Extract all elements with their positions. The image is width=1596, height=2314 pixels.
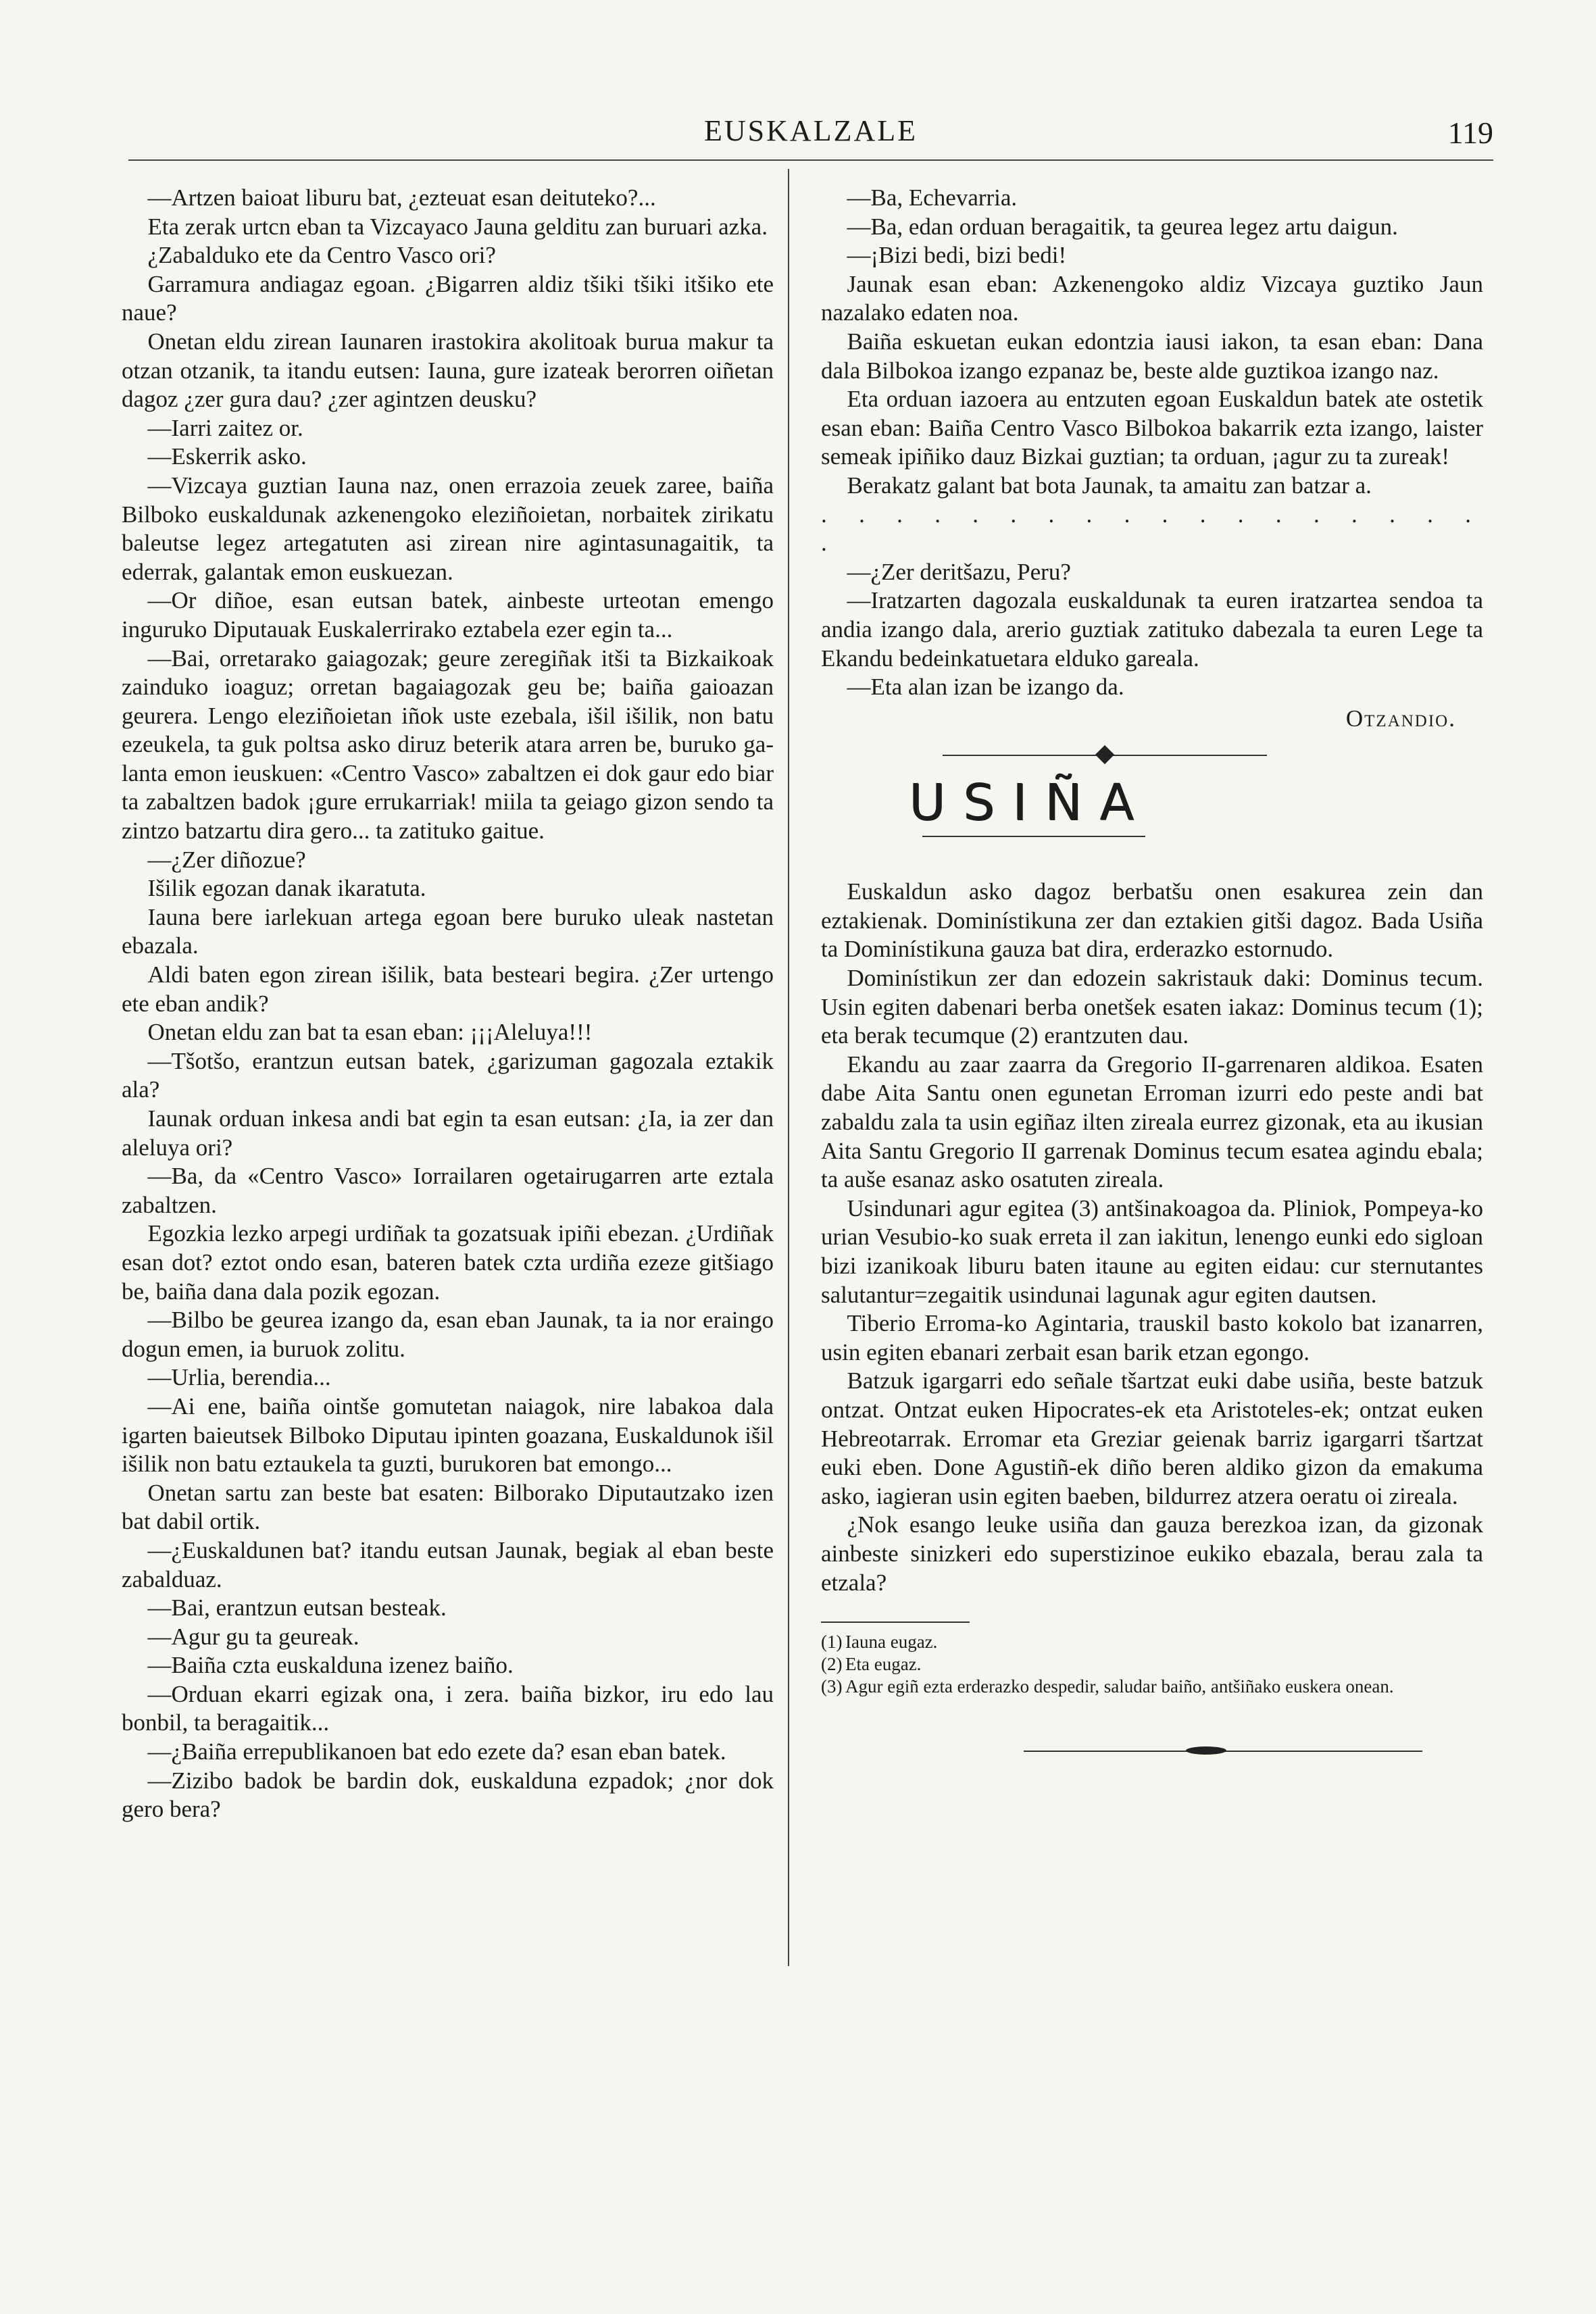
ellipsis-separator: . . . . . . . . . . . . . . . . . . . (821, 501, 1483, 557)
paragraph: Baiña eskuetan eukan edontzia iausi iakon, ta esan eban: Dana dala Bilbokoa izango ezpanaz be, beste alde guztikoa izango naz. (821, 328, 1483, 384)
footnote-text: Iauna eugaz. (845, 1632, 938, 1653)
footnote (821, 1631, 1483, 1653)
footnote-number: (3) (821, 1676, 843, 1697)
right-column (821, 184, 1483, 1765)
paragraph: Dominístikun zer dan edozein sakristauk daki: Dominus tecum. Usin egiten dabenari berba onetšek esaten iakaz: Dominus tecum (1); eta berak tecumque (2) erantzuten dau. (821, 965, 1483, 1049)
paragraph: —Urlia, berendia... (147, 1364, 331, 1391)
paragraph: —Eta alan izan be izango da. (847, 674, 1124, 701)
end-ornament (821, 1738, 1483, 1765)
paragraph: Išilik egozan danak ikaratuta. (147, 875, 426, 902)
paragraph: —Artzen baioat liburu bat, ¿ezteuat esan deituteko?... (147, 184, 656, 211)
paragraph: ¿Zabalduko ete da Centro Vasco ori? (147, 242, 496, 269)
column-divider (788, 169, 789, 1966)
paragraph: Onetan eldu zirean Iaunaren irastokira akolitoak burua makur ta otzan otzanik, ta itandu eutsen: Iauna, gure izateak berorren oiñetan dagoz ¿zer gura dau? ¿zer agintzen deusku? (122, 328, 774, 413)
paragraph: —Tšotšo, erantzun eutsan batek, ¿garizuman gagozala eztakik ala? (122, 1047, 774, 1103)
paragraph: —Agur gu ta geureak. (147, 1623, 359, 1650)
paragraph: Eta zerak urtcn eban ta Vizcayaco Jauna gelditu zan buruari azka. (147, 213, 768, 240)
paragraph: Egozkia lezko arpegi urdiñak ta gozatsuak ipiñi ebezan. ¿Urdiñak esan dot? eztot ondo esan, bateren batek czta urdiña ezeze gitšiago be, baiña dana dala pozik egozan. (122, 1220, 774, 1305)
paragraph: —Bai, erantzun eutsan besteak. (147, 1594, 447, 1621)
section-title: USIÑA (909, 774, 1151, 832)
paragraph: —Ba, edan orduan beragaitik, ta geurea legez artu daigun. (847, 213, 1398, 240)
paragraph: —¡Bizi bedi, bizi bedi! (847, 242, 1067, 269)
paragraph: Tiberio Erroma-ko Agintaria, trauskil basto kokolo bat izanarren, usin egiten ebanari zerbait esan barik etzan egongo. (821, 1310, 1483, 1365)
paragraph: Berakatz galant bat bota Jaunak, ta amaitu zan batzar a. (847, 472, 1372, 499)
paragraph: —¿Zer diñozue? (147, 846, 306, 873)
footnote (821, 1653, 1483, 1676)
paragraph: Garramura andiagaz egoan. ¿Bigarren aldiz tšiki tšiki itšiko ete naue? (122, 270, 774, 326)
leaf-ornament-icon (1186, 1746, 1226, 1755)
diamond-ornament-icon (1095, 745, 1114, 764)
paragraph: —¿Zer deritšazu, Peru? (847, 558, 1071, 585)
paragraph: Eta orduan iazoera au entzuten egoan Euskaldun batek ate ostetik esan eban: Baiña Centro Vasco Bilbokoa bakarrik ezta izango, laister semeak ipiñiko dauz Bizkai guztian; ta orduan, ¡agur zu ta zureak! (821, 386, 1483, 470)
paragraph: —Or diñoe, esan eutsan batek, ainbeste urteotan emengo inguruko Diputauak Euskalerrirako eztabela ezer egin ta... (122, 587, 774, 643)
footnote-text: Eta eugaz. (845, 1654, 922, 1675)
footnotes (821, 1631, 1483, 1698)
paragraph: —¿Baiña errepublikanoen bat edo ezete da? esan eban batek. (147, 1738, 726, 1765)
paragraph: Aldi baten egon zirean išilik, bata besteari begira. ¿Zer urtengo ete eban andik? (122, 961, 774, 1017)
paragraph: Batzuk igargarri edo señale tšartzat euki dabe usiña, beste batzuk ontzat. Ontzat euken Hipocrates-ek eta Aristoteles-ek; ontzat euken Hebreotarrak. Erromar eta Greziar geienak barriz igargarri tšartzat euki eben. Done Agustiñ-ek diño beren aldiko gizon da emakuma asko, iagieran usin egiten baeben, bildurrez atzera oeratu oi zireala. (821, 1367, 1483, 1509)
paragraph: —Ba, Echevarria. (847, 184, 1018, 211)
running-title: EUSKALZALE (704, 114, 918, 147)
author-signature: Otzandio. (1345, 705, 1456, 732)
paragraph: Iaunak orduan inkesa andi bat egin ta esan eutsan: ¿Ia, ia zer dan aleluya ori? (122, 1105, 774, 1161)
paragraph: —Orduan ekarri egizak ona, i zera. baiña bizkor, iru edo lau bonbil, ta beragaitik... (122, 1680, 774, 1736)
ornamental-rule (821, 741, 1483, 768)
page-number: 119 (1447, 116, 1493, 150)
paragraph: Onetan sartu zan beste bat esaten: Bilborako Diputautzako izen bat dabil ortik. (122, 1479, 774, 1535)
paragraph: Iauna bere iarlekuan artega egoan bere buruko uleak nastetan ebazala. (122, 903, 774, 959)
footnote (821, 1676, 1483, 1698)
paragraph: Euskaldun asko dagoz berbatšu onen esakurea zein dan eztakienak. Dominístikuna zer dan eztakien gitši dagoz. Bada Usiña ta Dominístikuna gauza bat dira, erderazko estornudo. (821, 878, 1483, 963)
paragraph: —Eskerrik asko. (147, 443, 307, 470)
paragraph: —Zizibo badok be bardin dok, euskalduna ezpadok; ¿nor dok gero bera? (122, 1767, 774, 1823)
page-header (128, 114, 1493, 154)
paragraph: —Iarri zaitez or. (147, 414, 303, 441)
paragraph: —¿Euskaldunen bat? itandu eutsan Jaunak, begiak al eban beste zabalduaz. (122, 1536, 774, 1592)
footnote-number: (1) (821, 1632, 843, 1653)
footnote-rule (821, 1621, 970, 1623)
paragraph: Onetan eldu zan bat ta esan eban: ¡¡¡Aleluya!!! (147, 1019, 593, 1046)
paragraph: Usindunari agur egitea (3) antšinakoagoa da. Pliniok, Pompeya-ko urian Vesubio-ko suak erreta il zan iakitun, lenengo eunki edo sigloan bizi izanikoak liburu baten itaune au egiten eidau: cur sternutantes salutantur=zegaitik usindunai lagunak agur egiten dautsen. (821, 1194, 1483, 1308)
left-column (122, 184, 774, 1824)
title-underline (922, 836, 1145, 837)
paragraph: —Bai, orretarako gaiagozak; geure zeregiñak itši ta Bizkaikoak zainduko ioaguz; orretan bagaiagozak geu be; baiña gaioazan geurera. Lengo eleziñoietan iñok uste ezebala, išil išilik, non batu ezeukela, ta guk poltsa asko diruz beterik atara arren be, buruko galanta emon ieuskuen: «Centro Vasco» zabaltzen ei dok gaur edo biar ta zabaltzen badok ¡gure errukarriak! miila ta geiago gizon sendo ta zintzo batzartu dira gero... ta zatituko gaitue. (122, 645, 774, 845)
footnote-text: Agur egiñ ezta erderazko despedir, saludar baiño, antšiñako euskera onean. (845, 1676, 1394, 1697)
paragraph: —Iratzarten dagozala euskaldunak ta euren iratzartea sendoa ta andia izango dala, arerio guztiak zatituko dabezala ta euren Lege ta Ekandu bedeinkatuetara elduko gareala. (821, 587, 1483, 672)
header-rule (128, 159, 1493, 161)
footnote-number: (2) (821, 1654, 843, 1675)
paragraph: ¿Nok esango leuke usiña dan gauza berezkoa izan, da gizonak ainbeste sinizkeri edo superstizinoe eukiko ebazala, berau zala ta etzala? (821, 1511, 1483, 1596)
paragraph: Ekandu au zaar zaarra da Gregorio II-garrenaren aldikoa. Esaten dabe Aita Santu onen egunetan Erroman izurri edo peste andi bat zabaldu zala ta usin egiñaz ilten zireala eurrez gizonak, eta au ikusian Aita Santu Gregorio II garrenak Dominus tecum esatea agindu ebala; ta auše esanaz asko osatuten zireala. (821, 1051, 1483, 1193)
paragraph: —Baiña czta euskalduna izenez baiño. (147, 1652, 514, 1679)
paragraph: —Bilbo be geurea izango da, esan eban Jaunak, ta ia nor eraingo dogun emen, ia buruok zolitu. (122, 1307, 774, 1362)
paragraph: Jaunak esan eban: Azkenengoko aldiz Vizcaya guztiko Jaun nazalako edaten noa. (821, 270, 1483, 326)
paragraph: —Ai ene, baiña ointše gomutetan naiagok, nire labakoa dala igarten baieutsek Bilboko Diputau ipinten goazana, Euskaldunok išil išilik non batu eztaukela ta guzti, burukoren bat emongo... (122, 1392, 774, 1478)
paragraph: —Vizcaya guztian Iauna naz, onen errazoia zeuek zaree, baiña Bilboko euskaldunak azkenengoko eleziñoietan, norbaitek zirikatu baleutse legez artegatuten asi zirean nire agintasunagaitik, ta ederrak, galantak emon euskuezan. (122, 472, 774, 585)
paragraph: —Ba, da «Centro Vasco» Iorrailaren ogetairugarren arte eztala zabaltzen. (122, 1163, 774, 1218)
